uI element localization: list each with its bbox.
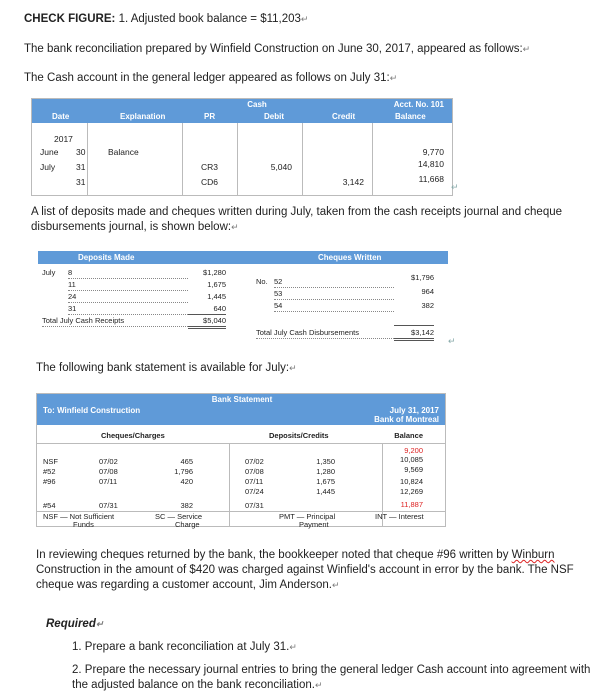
- charge-code: #54: [43, 501, 56, 510]
- review-paragraph: [36, 548, 596, 593]
- credit-date: 07/24: [245, 487, 264, 496]
- row-balance: 14,810: [418, 159, 444, 169]
- charge-date: 07/31: [99, 501, 118, 510]
- bank-statement-title: Bank Statement: [211, 395, 273, 404]
- cheque-row: [274, 289, 394, 300]
- paragraph-mark: ↵: [300, 14, 309, 24]
- statement-intro-text: The following bank statement is available for July:: [36, 362, 290, 374]
- row-pr: CR3: [201, 162, 219, 172]
- intro-text: The bank reconciliation prepared by Winfield Construction on June 30, 2017, appeared as follows:: [24, 43, 523, 55]
- row-explanation: Balance: [108, 147, 139, 157]
- intro-paragraph: [24, 42, 604, 57]
- cheques-no-label: No.: [256, 277, 268, 286]
- paragraph-mark: ↵: [314, 680, 323, 690]
- deposit-amount: $1,280: [203, 268, 226, 277]
- running-balance: 10,085: [400, 455, 423, 464]
- bank-to: To: Winfield Construction: [43, 406, 141, 415]
- paragraph-mark: ↵: [289, 363, 297, 373]
- charge-code: #52: [43, 467, 56, 476]
- col-date: Date: [52, 112, 70, 121]
- anchor-mark: ↵: [451, 182, 459, 192]
- check-figure: [24, 12, 604, 27]
- running-balance: 10,824: [400, 477, 423, 486]
- cheque-row: [274, 277, 394, 288]
- deposits-total: $5,040: [188, 316, 226, 329]
- cheque-no: 54: [274, 301, 283, 310]
- cheque-amount: 964: [421, 287, 434, 296]
- paragraph-mark: ↵: [95, 619, 104, 629]
- charge-date: 07/08: [99, 467, 118, 476]
- cheque-no: 53: [274, 289, 283, 298]
- row-day: 30: [76, 147, 86, 157]
- legend-pmt: PMT — Principal: [279, 512, 336, 521]
- required-item-text: 1. Prepare a bank reconciliation at July 31.: [72, 641, 290, 653]
- row-debit: 5,040: [270, 162, 292, 172]
- deposit-day: 11: [68, 280, 76, 289]
- legend-nsf-text2: Funds: [73, 520, 94, 529]
- credit-date: 07/11: [245, 477, 264, 486]
- paragraph-mark: ↵: [231, 222, 239, 232]
- bank-statement-header: [37, 394, 445, 425]
- list-intro: [31, 205, 591, 235]
- charge-date: 07/02: [99, 457, 118, 466]
- ledger-year: 2017: [54, 134, 73, 144]
- legend-sc: SC — Service: [155, 512, 203, 521]
- required-heading: [46, 617, 103, 632]
- required-item-text: 2. Prepare the necessary journal entries to bring the general ledger Cash account into agreement with the adjusted balance on the bank reconciliation.: [72, 664, 591, 691]
- review-text-2: Construction in the amount of $420 was charged against Winfield's account in error by the bank. The NSF cheque was regarding a customer account, Jim Anderson.: [36, 564, 574, 591]
- deposits-total-label: Total July Cash Receipts: [42, 316, 188, 327]
- row-pr: CD6: [201, 177, 219, 187]
- charge-amount: 420: [180, 477, 193, 486]
- deposit-day: 8: [68, 268, 73, 277]
- ledger-intro-text: The Cash account in the general ledger appeared as follows on July 31:: [24, 72, 390, 84]
- paragraph-mark: ↵: [522, 44, 531, 54]
- legend-sc-text2: Charge: [175, 520, 200, 529]
- paragraph-mark: ↵: [289, 642, 297, 652]
- deposit-row: [68, 292, 188, 303]
- credit-amount: 1,445: [316, 487, 335, 496]
- cheque-amount: $1,796: [411, 273, 434, 282]
- credit-amount: 1,280: [316, 467, 335, 476]
- legend-nsf-text: NSF — Not Sufficient: [43, 512, 115, 521]
- deposit-amount: 1,675: [207, 280, 226, 289]
- col-debit: Debit: [264, 112, 284, 121]
- row-month: June: [40, 147, 59, 157]
- legend-pmt-text2: Payment: [299, 520, 329, 529]
- cheques-total-label: Total July Cash Disbursements: [256, 328, 394, 339]
- deposit-day: 31: [68, 304, 77, 313]
- bank-date: July 31, 2017: [389, 406, 439, 415]
- row-day: 31: [76, 162, 86, 172]
- deposits-month: July: [42, 268, 56, 277]
- bank-name: Bank of Montreal: [374, 415, 439, 424]
- closing-balance: 11,887: [400, 500, 423, 509]
- row-balance: 11,668: [418, 174, 444, 184]
- credit-date: 07/31: [245, 501, 264, 510]
- required-text: Required: [46, 618, 96, 630]
- required-item-2: [72, 663, 592, 693]
- opening-balance: 9,200: [404, 446, 423, 455]
- col-explanation: Explanation: [120, 112, 166, 121]
- deposit-row: [68, 280, 188, 291]
- cash-ledger: [31, 98, 453, 196]
- deposits-cheques-box: [38, 251, 448, 346]
- credit-date: 07/02: [245, 457, 264, 466]
- credit-date: 07/08: [245, 467, 264, 476]
- deposit-row: [68, 268, 188, 279]
- balance-label: Balance: [394, 431, 423, 440]
- deposits-title: Deposits Made: [78, 253, 135, 262]
- deposit-amount: 640: [213, 304, 226, 313]
- credit-amount: 1,675: [316, 477, 335, 486]
- list-intro-text: A list of deposits made and cheques written during July, taken from the cash receipts journal and cheque disbursements journal, is shown below:: [31, 206, 563, 233]
- col-balance: Balance: [395, 112, 426, 121]
- cheque-no: 52: [274, 277, 283, 286]
- charge-amount: 465: [180, 457, 193, 466]
- statement-intro: [36, 361, 596, 376]
- bank-statement: [36, 393, 446, 527]
- deposits-cheques-header: [38, 251, 448, 264]
- review-text-1: In reviewing cheques returned by the bank, the bookkeeper noted that cheque #96 written by: [36, 549, 512, 561]
- paragraph-mark: ↵: [331, 580, 340, 590]
- charge-code: NSF: [43, 457, 58, 466]
- cheques-total: $3,142: [394, 328, 434, 341]
- charge-code: #96: [43, 477, 56, 486]
- review-name: Winburn: [511, 549, 555, 561]
- ledger-acct-no: Acct. No. 101: [393, 100, 444, 109]
- check-figure-label: CHECK FIGURE:: [24, 13, 116, 25]
- charge-amount: 382: [180, 501, 193, 510]
- deposit-day: 24: [68, 292, 77, 301]
- required-item-1: [72, 640, 592, 655]
- col-credit: Credit: [332, 112, 356, 121]
- paragraph-mark: ↵: [389, 73, 398, 83]
- ledger-title: Cash: [247, 100, 267, 109]
- row-credit: 3,142: [342, 177, 364, 187]
- charges-label: Cheques/Charges: [101, 431, 165, 440]
- charge-amount: 1,796: [174, 467, 193, 476]
- row-balance: 9,770: [422, 147, 444, 157]
- row-day: 31: [76, 177, 86, 187]
- credit-amount: 1,350: [316, 457, 335, 466]
- row-month: July: [40, 162, 56, 172]
- credits-label: Deposits/Credits: [269, 431, 329, 440]
- running-balance: 12,269: [400, 487, 423, 496]
- ledger-intro: [24, 71, 604, 86]
- cheque-amount: 382: [421, 301, 434, 310]
- ledger-header: [32, 99, 452, 123]
- legend-int: INT — Interest: [375, 512, 424, 521]
- deposit-amount: 1,445: [207, 292, 226, 301]
- deposit-row: [68, 304, 188, 315]
- col-pr: PR: [204, 112, 216, 121]
- running-balance: 9,569: [404, 465, 423, 474]
- check-figure-text: 1. Adjusted book balance = $11,203: [115, 13, 301, 25]
- charge-date: 07/11: [99, 477, 118, 486]
- cheques-title: Cheques Written: [318, 253, 382, 262]
- cheque-row: [274, 301, 394, 312]
- anchor-mark: ↵: [448, 336, 456, 346]
